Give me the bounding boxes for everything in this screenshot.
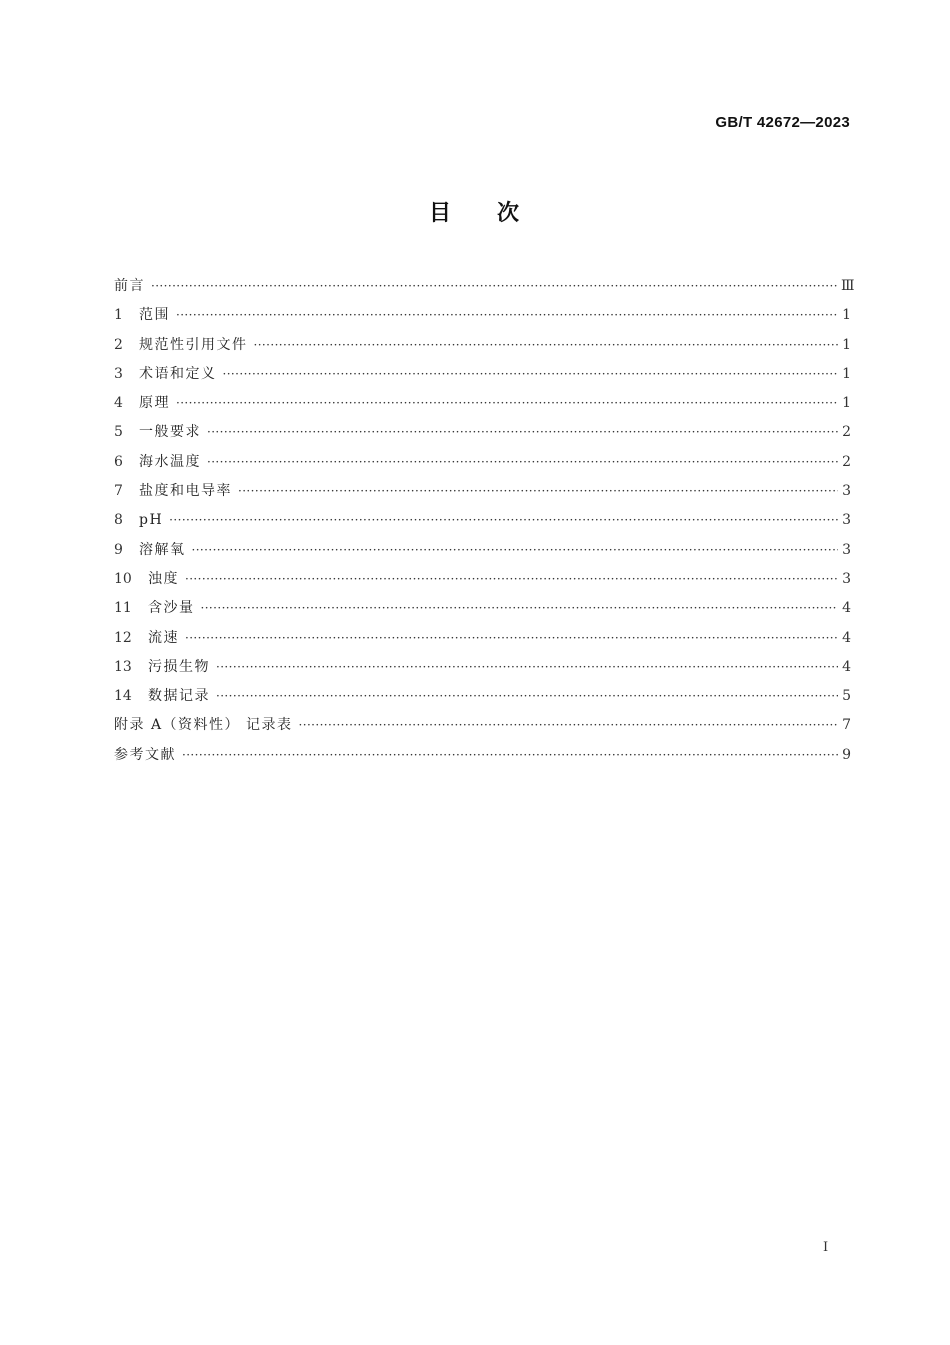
toc-entry-page: 1 [842,336,851,353]
toc-entry-7[interactable] [114,477,851,506]
toc-entry-label: 溶解氧 [139,541,186,558]
toc-entry-3[interactable] [114,360,851,389]
dot-leader [176,301,838,330]
toc-entry-page: 1 [842,307,851,324]
dot-leader [182,741,838,770]
table-of-contents [114,272,855,770]
toc-entry-foreword[interactable] [114,272,855,301]
dot-leader [201,594,839,623]
toc-entry-label: 术语和定义 [139,365,217,382]
toc-entry-number: 14 [114,688,132,705]
title-char-1: 目 [428,201,453,226]
dot-leader [216,682,838,711]
toc-entry-number: 3 [114,365,123,382]
toc-entry-number: 12 [114,629,132,646]
toc-entry-page: 1 [842,395,851,412]
dot-leader [176,389,838,418]
toc-entry-14[interactable] [114,682,851,711]
dot-leader [216,653,838,682]
toc-entry-page: 4 [842,658,851,675]
toc-entry-number: 2 [114,336,123,353]
dot-leader [238,477,838,506]
toc-entry-1[interactable] [114,301,851,330]
dot-leader [169,506,838,535]
toc-entry-page: 9 [842,746,851,763]
toc-entry-page: 2 [842,453,851,470]
toc-entry-11[interactable] [114,594,851,623]
dot-leader [185,565,838,594]
toc-entry-number: 13 [114,658,132,675]
toc-entry-page: 4 [842,629,851,646]
page-number: I [823,1240,829,1255]
toc-entry-page: 3 [842,483,851,500]
toc-entry-page: 3 [842,570,851,587]
toc-entry-6[interactable] [114,448,851,477]
toc-entry-page: 3 [842,512,851,529]
toc-entry-page: 1 [842,365,851,382]
toc-entry-label: 浊度 [148,570,179,587]
title-char-2: 次 [497,201,522,226]
toc-entry-label: 附录 A（资料性） 记录表 [114,717,293,734]
toc-entry-label: 规范性引用文件 [139,336,248,353]
toc-entry-page: 5 [842,688,851,705]
toc-entry-label: 海水温度 [139,453,201,470]
toc-entry-appendix-a[interactable] [114,711,851,740]
toc-entry-13[interactable] [114,653,851,682]
dot-leader [254,331,839,360]
toc-entry-10[interactable] [114,565,851,594]
toc-entry-label: 污损生物 [148,658,210,675]
toc-entry-label: 范围 [139,307,170,324]
dot-leader [207,448,838,477]
toc-entry-label: 前言 [114,278,145,294]
toc-entry-page: 4 [842,600,851,617]
toc-entry-number: 4 [114,395,123,412]
toc-entry-page: 7 [842,717,851,734]
toc-entry-number: 1 [114,307,123,324]
dot-leader [192,536,839,565]
dot-leader [185,624,838,653]
toc-entry-label: 原理 [139,395,170,412]
dot-leader [223,360,839,389]
toc-entry-page: Ⅲ [841,278,855,294]
toc-entry-number: 5 [114,424,123,441]
toc-entry-4[interactable] [114,389,851,418]
toc-entry-number: 9 [114,541,123,558]
toc-entry-number: 10 [114,570,132,587]
toc-entry-page: 3 [842,541,851,558]
dot-leader [207,418,838,447]
toc-entry-2[interactable] [114,331,851,360]
toc-entry-label: 盐度和电导率 [139,483,232,500]
toc-entry-label: pH [139,512,164,529]
dot-leader [151,272,838,301]
toc-entry-number: 6 [114,453,123,470]
toc-entry-5[interactable] [114,418,851,447]
toc-entry-label: 含沙量 [148,600,195,617]
toc-entry-number: 7 [114,483,123,500]
toc-entry-8[interactable] [114,506,851,535]
toc-entry-9[interactable] [114,536,851,565]
toc-entry-label: 流速 [148,629,179,646]
toc-entry-label: 一般要求 [139,424,201,441]
toc-entry-bibliography[interactable] [114,741,851,770]
toc-entry-page: 2 [842,424,851,441]
toc-entry-number: 8 [114,512,123,529]
toc-entry-12[interactable] [114,624,851,653]
standard-code: GB/T 42672—2023 [715,114,850,131]
toc-entry-number: 11 [114,600,132,617]
toc-entry-label: 参考文献 [114,746,176,763]
dot-leader [299,711,838,740]
page-title [0,196,950,227]
toc-entry-label: 数据记录 [148,688,210,705]
